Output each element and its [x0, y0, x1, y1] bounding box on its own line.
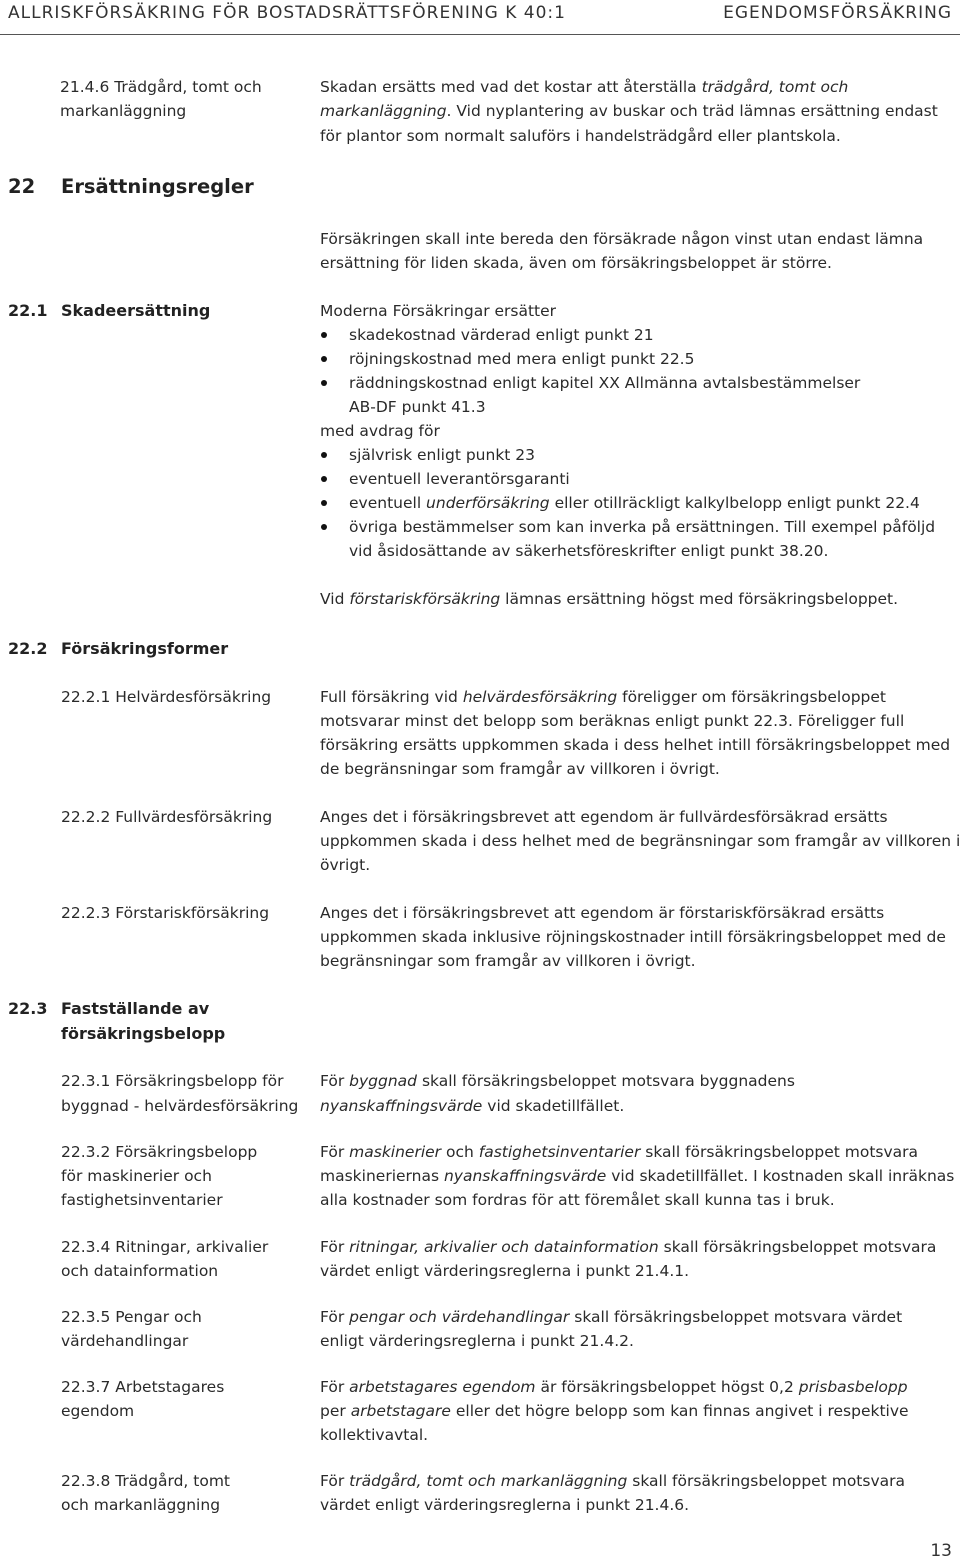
subsection-22-2-3-label: 22.2.3 Förstariskförsäkring: [61, 904, 270, 922]
subsection-22-3-4-label: 22.3.4 Ritningar, arkivalier: [61, 1238, 269, 1256]
subsection-22-2-1-text: försäkring ersätts uppkommen skada i dess helhet intill försäkringsbeloppet med: [320, 736, 951, 754]
subsection-22-3-7-text: per arbetstagare eller det högre belopp som kan finnas angivet i respektive: [320, 1402, 909, 1420]
subsection-22-2-1-text: motsvarar minst det belopp som beräknas enligt punkt 22.3. Föreligger full: [320, 712, 905, 730]
bullet: [321, 332, 327, 338]
bullet: [321, 524, 327, 530]
subsection-22-2-2-text: övrigt.: [320, 856, 371, 874]
page-number: 13: [930, 1541, 952, 1561]
section-22-text: Försäkringen skall inte bereda den försäkrade någon vinst utan endast lämna: [320, 230, 924, 248]
bullet: [321, 356, 327, 362]
section-22-2-number: 22.2: [8, 639, 48, 658]
list-item: röjningskostnad med mera enligt punkt 22.5: [349, 350, 695, 368]
section-22-1-intro: Moderna Försäkringar ersätter: [320, 302, 557, 320]
section-22-1-closing: Vid förstariskförsäkring lämnas ersättning högst med försäkringsbeloppet.: [320, 590, 899, 608]
subsection-22-2-3-text: Anges det i försäkringsbrevet att egendom är förstariskförsäkrad ersätts: [320, 904, 885, 922]
subsection-22-2-3-text: uppkommen skada inklusive röjningskostnader intill försäkringsbeloppet med de: [320, 928, 946, 946]
subsection-22-3-1-text: nyanskaffningsvärde vid skadetillfället.: [320, 1097, 625, 1115]
subsection-22-3-4-text: För ritningar, arkivalier och datainformation skall försäkringsbeloppet motsvara: [320, 1238, 937, 1256]
section-22-1-title: Skadeersättning: [61, 301, 211, 320]
subsection-22-3-2-label: 22.3.2 Försäkringsbelopp: [61, 1143, 258, 1161]
list-item: skadekostnad värderad enligt punkt 21: [349, 326, 654, 344]
subsection-22-3-8-label: 22.3.8 Trädgård, tomt: [61, 1472, 230, 1490]
subsection-22-2-2-text: uppkommen skada i dess helhet med de begränsningar som framgår av villkoren i: [320, 832, 960, 850]
subsection-22-3-5-text: För pengar och värdehandlingar skall försäkringsbeloppet motsvara värdet: [320, 1308, 903, 1326]
subsection-22-3-7-label-cont: egendom: [61, 1402, 135, 1420]
section-22-1-number: 22.1: [8, 301, 48, 320]
bullet: [321, 476, 327, 482]
subsection-22-2-2-text: Anges det i försäkringsbrevet att egendom är fullvärdesförsäkrad ersätts: [320, 808, 888, 826]
section-21-4-6-label-cont: markanläggning: [60, 102, 187, 120]
subsection-22-3-4-text: värdet enligt värderingsreglerna i punkt 21.4.1.: [320, 1262, 690, 1280]
bullet: [321, 452, 327, 458]
list-item: övriga bestämmelser som kan inverka på ersättningen. Till exempel påföljd: [349, 518, 936, 536]
subsection-22-2-1-text: Full försäkring vid helvärdesförsäkring föreligger om försäkringsbeloppet: [320, 688, 886, 706]
subsection-22-3-7-label: 22.3.7 Arbetstagares: [61, 1378, 225, 1396]
list-item-cont: AB-DF punkt 41.3: [349, 398, 486, 416]
list-item: eventuell underförsäkring eller otillräckligt kalkylbelopp enligt punkt 22.4: [349, 494, 920, 512]
header-divider: [0, 34, 960, 35]
subsection-22-3-5-label: 22.3.5 Pengar och: [61, 1308, 202, 1326]
subsection-22-3-8-label-cont: och markanläggning: [61, 1496, 221, 1514]
subsection-22-3-1-label: 22.3.1 Försäkringsbelopp för: [61, 1072, 284, 1090]
subsection-22-3-8-text: värdet enligt värderingsreglerna i punkt 21.4.6.: [320, 1496, 690, 1514]
section-21-4-6-text: markanläggning. Vid nyplantering av buskar och träd lämnas ersättning endast: [320, 102, 938, 120]
subsection-22-3-5-text: enligt värderingsreglerna i punkt 21.4.2.: [320, 1332, 634, 1350]
section-21-4-6-text: för plantor som normalt saluförs i handelsträdgård eller plantskola.: [320, 127, 841, 145]
subsection-22-2-1-label: 22.2.1 Helvärdesförsäkring: [61, 688, 272, 706]
subsection-22-2-2-label: 22.2.2 Fullvärdesförsäkring: [61, 808, 273, 826]
bullet: [321, 500, 327, 506]
section-22-3-title: Fastställande av: [61, 999, 210, 1018]
subsection-22-3-4-label-cont: och datainformation: [61, 1262, 219, 1280]
subsection-22-3-8-text: För trädgård, tomt och markanläggning skall försäkringsbeloppet motsvara: [320, 1472, 905, 1490]
bullet: [321, 380, 327, 386]
subsection-22-3-5-label-cont: värdehandlingar: [61, 1332, 189, 1350]
subsection-22-3-2-text: maskineriernas nyanskaffningsvärde vid skadetillfället. I kostnaden skall inräknas: [320, 1167, 955, 1185]
list-item-cont: vid åsidosättande av säkerhetsföreskrifter enligt punkt 38.20.: [349, 542, 829, 560]
subsection-22-3-1-text: För byggnad skall försäkringsbeloppet motsvara byggnadens: [320, 1072, 795, 1090]
subsection-22-3-2-label-cont: fastighetsinventarier: [61, 1191, 223, 1209]
subsection-22-2-3-text: begränsningar som framgår av villkoren i övrigt.: [320, 952, 696, 970]
subsection-22-3-7-text: kollektivavtal.: [320, 1426, 429, 1444]
section-22-text: ersättning för liden skada, även om försäkringsbeloppet är större.: [320, 254, 832, 272]
subsection-22-3-1-label-cont: byggnad - helvärdesförsäkring: [61, 1097, 299, 1115]
section-22-3-title-cont: försäkringsbelopp: [61, 1024, 226, 1043]
list-item: eventuell leverantörsgaranti: [349, 470, 570, 488]
subsection-22-3-2-label-cont: för maskinerier och: [61, 1167, 212, 1185]
section-22-number: 22: [8, 175, 36, 198]
subsection-22-3-2-text: För maskinerier och fastighetsinventarier skall försäkringsbeloppet motsvara: [320, 1143, 919, 1161]
list-item: räddningskostnad enligt kapitel XX Allmänna avtalsbestämmelser: [349, 374, 861, 392]
list-item: självrisk enligt punkt 23: [349, 446, 536, 464]
running-header-left: ALLRISKFÖRSÄKRING FÖR BOSTADSRÄTTSFÖRENING K 40:1: [8, 3, 566, 23]
section-22-2-title: Försäkringsformer: [61, 639, 229, 658]
section-22-3-number: 22.3: [8, 999, 48, 1018]
section-21-4-6-label: 21.4.6 Trädgård, tomt och: [60, 78, 262, 96]
section-21-4-6-text: Skadan ersätts med vad det kostar att återställa trädgård, tomt och: [320, 78, 849, 96]
subsection-22-3-7-text: För arbetstagares egendom är försäkringsbeloppet högst 0,2 prisbasbelopp: [320, 1378, 908, 1396]
subsection-22-2-1-text: de begränsningar som framgår av villkoren i övrigt.: [320, 760, 720, 778]
subsection-22-3-2-text: alla kostnader som fordras för att föremålet skall kunna tas i bruk.: [320, 1191, 835, 1209]
deduction-intro: med avdrag för: [320, 422, 440, 440]
section-22-title: Ersättningsregler: [61, 175, 254, 198]
running-header-right: EGENDOMSFÖRSÄKRING: [723, 3, 952, 23]
